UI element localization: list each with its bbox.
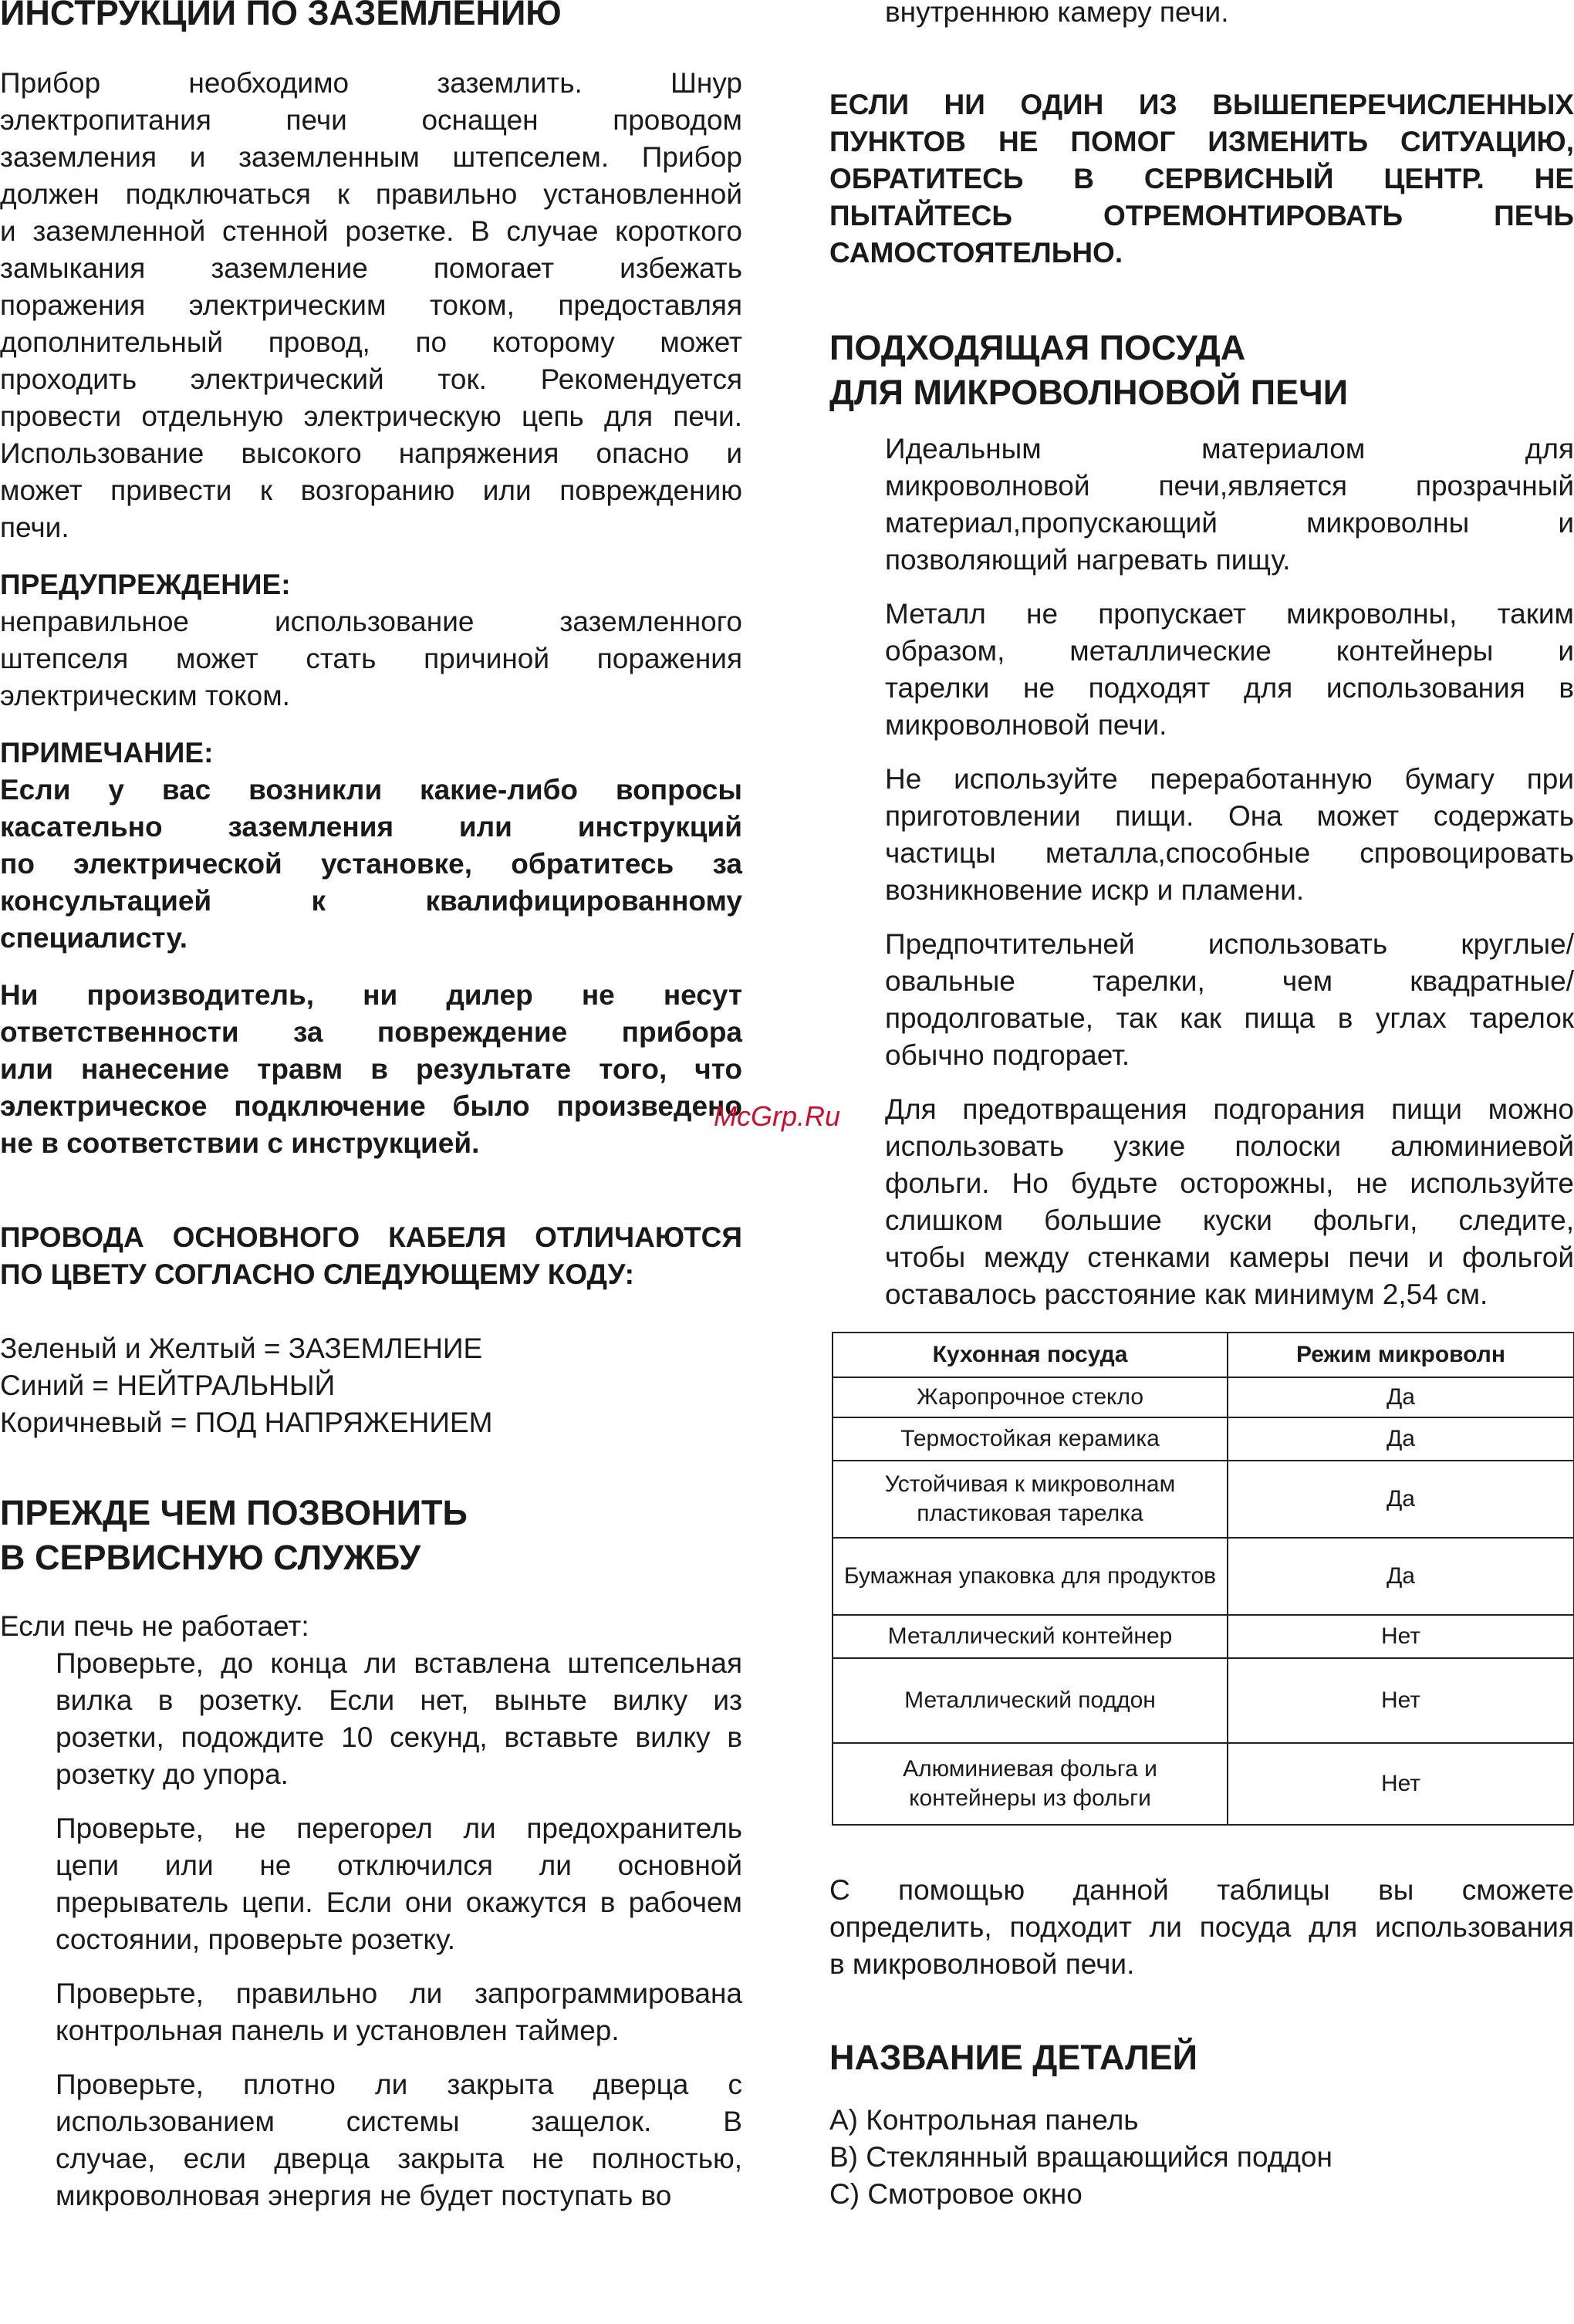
left-column xyxy=(0,0,742,2214)
text-line: электропитания печи оснащен проводом xyxy=(0,104,742,136)
check-2 xyxy=(56,1810,742,1958)
table-header-cookware: Кухонная посуда xyxy=(833,1333,1228,1377)
wire-codes xyxy=(0,1330,742,1441)
text-line: электрическим током. xyxy=(0,680,290,711)
text-line: цепи или не отключился ли основной xyxy=(56,1849,742,1881)
text-line: Проверьте, плотно ли закрыта дверца с xyxy=(56,2069,742,2100)
service-intro: Если печь не работает: xyxy=(0,1610,309,1642)
text-line: Не используйте переработанную бумагу при xyxy=(885,763,1574,795)
check-4 xyxy=(56,2066,742,2214)
parts-title: НАЗВАНИЕ ДЕТАЛЕЙ xyxy=(829,2038,1198,2077)
text-line: ответственности за повреждение прибора xyxy=(0,1016,742,1048)
text-line: замыкания заземление помогает избежать xyxy=(0,252,742,284)
table-cell-mode: Нет xyxy=(1228,1743,1574,1825)
text-line: определить, подходит ли посуда для использования xyxy=(829,1911,1574,1943)
text-line: приготовлении пищи. Она может содержать xyxy=(885,800,1574,832)
text-line: продолговатые, так как пища в углах тарелок xyxy=(885,1002,1574,1034)
text-line: заземления и заземленным штепселем. Прибор xyxy=(0,141,742,173)
text-line: микроволновая энергия не будет поступать во xyxy=(56,2180,672,2211)
text-line: Синий = НЕЙТРАЛЬНЫЙ xyxy=(0,1370,336,1401)
text-line: ПУНКТОВ НЕ ПОМОГ ИЗМЕНИТЬ СИТУАЦИЮ, xyxy=(829,126,1574,157)
cookware-table xyxy=(832,1332,1574,1826)
text-line: контрольная панель и установлен таймер. xyxy=(56,2015,620,2046)
warning-title: ПРЕДУПРЕЖДЕНИЕ: xyxy=(0,569,291,600)
text-line: С помощью данной таблицы вы сможете xyxy=(829,1874,1574,1906)
text-line: ПОДХОДЯЩАЯ ПОСУДА xyxy=(829,328,1246,367)
table-cell-mode: Да xyxy=(1228,1417,1574,1461)
text-line: B) Стеклянный вращающийся поддон xyxy=(829,2141,1332,2173)
text-line: обычно подгорает. xyxy=(885,1039,1130,1071)
text-line: специалисту. xyxy=(0,922,188,954)
text-line: ПО ЦВЕТУ СОГЛАСНО СЛЕДУЮЩЕМУ КОДУ: xyxy=(0,1258,634,1290)
table-cell-mode: Да xyxy=(1228,1538,1574,1615)
cookware-p1 xyxy=(885,431,1574,579)
text-line: ОБРАТИТЕСЬ В СЕРВИСНЫЙ ЦЕНТР. НЕ xyxy=(829,163,1574,194)
text-line: должен подключаться к правильно установленной xyxy=(0,178,742,210)
table-cell-item: Термостойкая керамика xyxy=(833,1417,1228,1461)
text-line: использовать узкие полоски алюминиевой xyxy=(885,1130,1574,1162)
cookware-p5 xyxy=(885,1091,1574,1313)
text-line: Проверьте, до конца ли вставлена штепсельная xyxy=(56,1647,742,1679)
table-cell-item: Алюминиевая фольга и контейнеры из фольги xyxy=(833,1743,1228,1825)
text-line: в микроволновой печи. xyxy=(829,1948,1135,1980)
text-line: образом, металлические контейнеры и xyxy=(885,635,1574,667)
table-cell-mode: Да xyxy=(1228,1461,1574,1538)
text-line: САМОСТОЯТЕЛЬНО. xyxy=(829,237,1123,269)
text-line: Коричневый = ПОД НАПРЯЖЕНИЕМ xyxy=(0,1407,493,1438)
watermark: McGrp.Ru xyxy=(714,1100,841,1132)
table-cell-item: Металлический контейнер xyxy=(833,1615,1228,1658)
text-line: возникновение искр и пламени. xyxy=(885,874,1305,906)
warning-text xyxy=(0,603,742,714)
text-line: штепселя может стать причиной поражения xyxy=(0,643,742,674)
note-title: ПРИМЕЧАНИЕ: xyxy=(0,737,214,768)
text-line: A) Контрольная панель xyxy=(829,2104,1139,2136)
table-cell-mode: Нет xyxy=(1228,1658,1574,1743)
text-line: может привести к возгоранию или повреждению xyxy=(0,475,742,506)
text-line: по электрической установке, обратитесь за xyxy=(0,848,742,880)
text-line: неправильное использование заземленного xyxy=(0,606,742,637)
table-row xyxy=(833,1377,1574,1417)
text-line: Если у вас возникли какие-либо вопросы xyxy=(0,774,742,806)
table-row xyxy=(833,1743,1574,1825)
text-line: и заземленной стенной розетке. В случае короткого xyxy=(0,215,742,247)
table-cell-item: Устойчивая к микроволнам пластиковая тарелка xyxy=(833,1461,1228,1538)
text-line: не в соответствии с инструкцией. xyxy=(0,1127,480,1159)
text-line: Зеленый и Желтый = ЗАЗЕМЛЕНИЕ xyxy=(0,1333,483,1364)
text-line: проходить электрический ток. Рекомендуется xyxy=(0,363,742,395)
text-line: чтобы между стенками камеры печи и фольгой xyxy=(885,1241,1574,1273)
text-line: касательно заземления или инструкций xyxy=(0,811,742,843)
table-row xyxy=(833,1461,1574,1538)
text-line: использованием системы защелок. В xyxy=(56,2106,742,2137)
table-row xyxy=(833,1538,1574,1615)
parts-list xyxy=(829,2102,1574,2213)
table-cell-item: Металлический поддон xyxy=(833,1658,1228,1743)
text-line: розетки, подождите 10 секунд, вставьте вилку в xyxy=(56,1721,742,1753)
text-line: прерыватель цепи. Если они окажутся в рабочем xyxy=(56,1887,742,1918)
right-column xyxy=(829,0,1574,2213)
text-line: случае, если дверца закрыта не полностью, xyxy=(56,2143,742,2174)
text-line: ЕСЛИ НИ ОДИН ИЗ ВЫШЕПЕРЕЧИСЛЕННЫХ xyxy=(829,89,1574,120)
text-line: Проверьте, правильно ли запрограммирована xyxy=(56,1978,742,2009)
table-cell-item: Бумажная упаковка для продуктов xyxy=(833,1538,1228,1615)
wires-title xyxy=(0,1219,742,1293)
table-row xyxy=(833,1658,1574,1743)
liability-text xyxy=(0,977,742,1162)
text-line: или нанесение травм в результате того, что xyxy=(0,1053,742,1085)
text-line: частицы металла,способные спровоцировать xyxy=(885,837,1574,869)
text-line: Металл не пропускает микроволны, таким xyxy=(885,598,1574,630)
text-line: поражения электрическим током, предоставляя xyxy=(0,289,742,321)
text-line: вилка в розетку. Если нет, выньте вилку из xyxy=(56,1684,742,1716)
table-row xyxy=(833,1417,1574,1461)
table-header-microwave: Режим микроволн xyxy=(1228,1333,1574,1377)
table-cell-item: Жаропрочное стекло xyxy=(833,1377,1228,1417)
text-line: Предпочтительней использовать круглые/ xyxy=(885,928,1574,960)
cookware-title xyxy=(829,326,1574,415)
note-text xyxy=(0,772,742,957)
cookware-p2 xyxy=(885,596,1574,744)
text-line: состоянии, проверьте розетку. xyxy=(56,1924,456,1955)
text-line: Использование высокого напряжения опасно и xyxy=(0,437,742,469)
cookware-p4 xyxy=(885,926,1574,1074)
text-line: ДЛЯ МИКРОВОЛНОВОЙ ПЕЧИ xyxy=(829,373,1349,412)
text-line: Для предотвращения подгорания пищи можно xyxy=(885,1093,1574,1125)
text-line: розетку до упора. xyxy=(56,1758,289,1790)
check-3 xyxy=(56,1975,742,2049)
check-1 xyxy=(56,1645,742,1793)
text-line: провести отдельную электрическую цепь для печи. xyxy=(0,400,742,432)
cookware-p3 xyxy=(885,761,1574,909)
text-line: C) Смотровое окно xyxy=(829,2178,1083,2210)
grounding-text xyxy=(0,65,742,546)
table-cell-mode: Да xyxy=(1228,1377,1574,1417)
service-title xyxy=(0,1491,742,1580)
table-cell-mode: Нет xyxy=(1228,1615,1574,1658)
text-line: овальные тарелки, чем квадратные/ xyxy=(885,965,1574,997)
text-line: ПЫТАЙТЕСЬ ОТРЕМОНТИРОВАТЬ ПЕЧЬ xyxy=(829,200,1574,231)
table-header-row xyxy=(833,1333,1574,1377)
text-line: В СЕРВИСНУЮ СЛУЖБУ xyxy=(0,1538,421,1577)
text-line: печи. xyxy=(0,512,69,543)
text-line: консультацией к квалифицированному xyxy=(0,885,742,917)
table-note xyxy=(829,1872,1574,1983)
text-line: электрическое подключение было произведено xyxy=(0,1090,742,1122)
text-line: Ни производитель, ни дилер не несут xyxy=(0,979,742,1011)
text-line: слишком большие куски фольги, следите, xyxy=(885,1204,1574,1236)
table-row xyxy=(833,1615,1574,1658)
text-line: микроволновой печи,является прозрачный xyxy=(885,470,1574,502)
text-line: Прибор необходимо заземлить. Шнур xyxy=(0,67,742,99)
text-line: позволяющий нагревать пищу. xyxy=(885,544,1291,576)
text-line: ПРОВОДА ОСНОВНОГО КАБЕЛЯ ОТЛИЧАЮТСЯ xyxy=(0,1221,742,1253)
text-line: фольги. Но будьте осторожны, не используйте xyxy=(885,1167,1574,1199)
text-line: ПРЕЖДЕ ЧЕМ ПОЗВОНИТЬ xyxy=(0,1493,468,1532)
grounding-title: ИНСТРУКЦИИ ПО ЗАЗЕМЛЕНИЮ xyxy=(0,0,562,32)
service-center-warning xyxy=(829,86,1574,272)
text-line: Идеальным материалом для xyxy=(885,433,1574,464)
text-line: тарелки не подходят для использования в xyxy=(885,672,1574,704)
text-line: оставалось расстояние как минимум 2,54 см. xyxy=(885,1279,1488,1310)
continuation-text: внутреннюю камеру печи. xyxy=(885,0,1229,28)
text-line: микроволновой печи. xyxy=(885,709,1167,741)
text-line: дополнительный провод, по которому может xyxy=(0,326,742,358)
text-line: Проверьте, не перегорел ли предохранитель xyxy=(56,1812,742,1844)
text-line: материал,пропускающий микроволны и xyxy=(885,507,1574,539)
